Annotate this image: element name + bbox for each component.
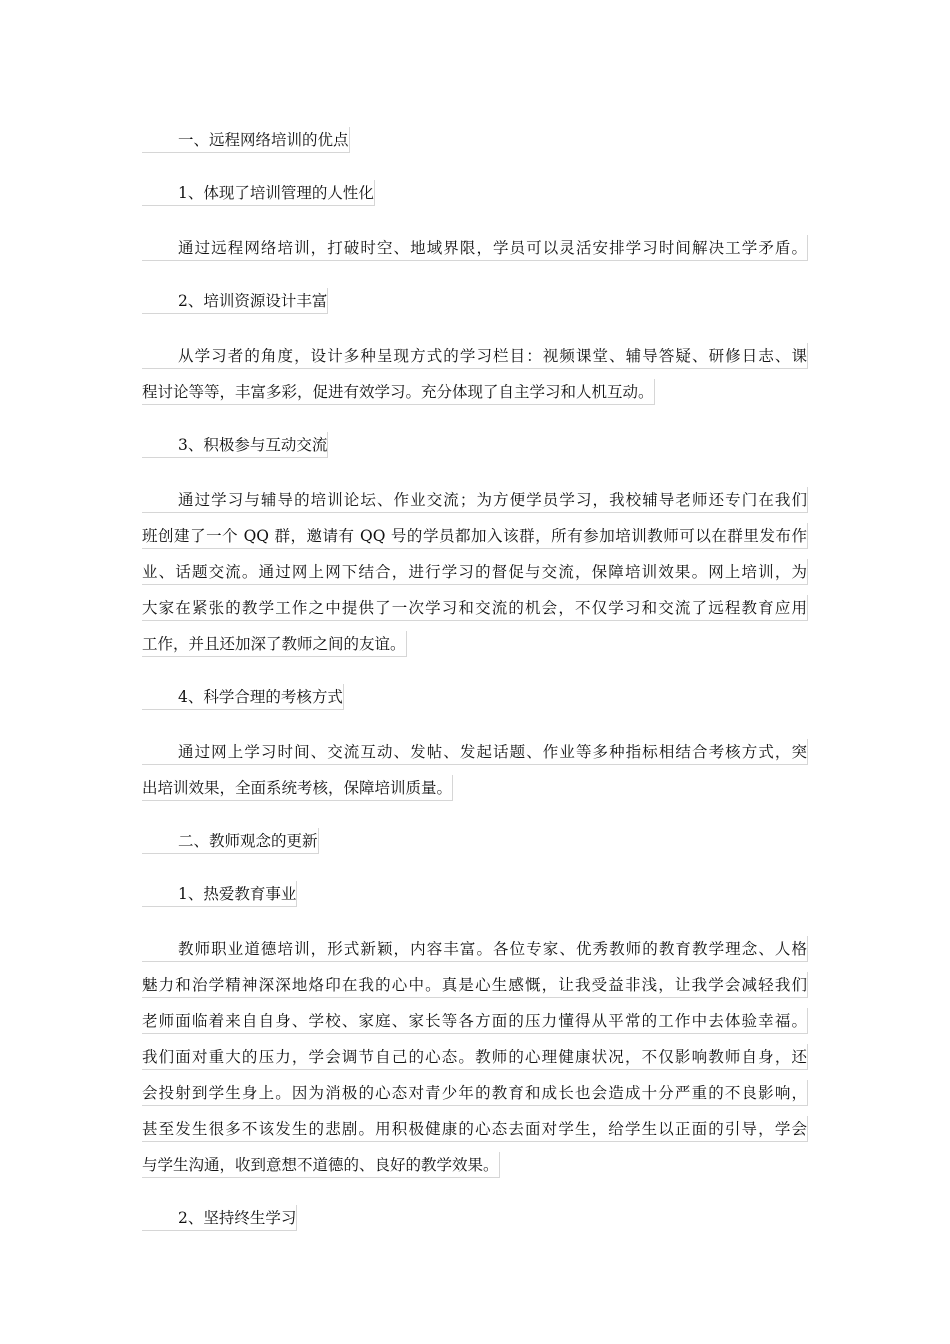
paragraph-line: 出培训效果，全面系统考核，保障培训质量。 — [142, 775, 453, 801]
subheading-1-3: 3、积极参与互动交流 — [142, 432, 328, 458]
paragraph-line: 魅力和治学精神深深地烙印在我的心中。真是心生感慨，让我受益非浅，让我学会减轻我们 — [142, 972, 808, 998]
paragraph-line: 程讨论等等，丰富多彩，促进有效学习。充分体现了自主学习和人机互动。 — [142, 379, 655, 405]
paragraph-line: 大家在紧张的教学工作之中提供了一次学习和交流的机会，不仅学习和交流了远程教育应用 — [142, 595, 808, 621]
subheading-1-4: 4、科学合理的考核方式 — [142, 684, 344, 710]
paragraph-line: 业、话题交流。通过网上网下结合，进行学习的督促与交流，保障培训效果。网上培训，为 — [142, 559, 808, 585]
paragraph-line: 我们面对重大的压力，学会调节自己的心态。教师的心理健康状况，不仅影响教师自身，还 — [142, 1044, 808, 1070]
paragraph-line: 通过网上学习时间、交流互动、发帖、发起话题、作业等多种指标相结合考核方式，突 — [142, 739, 808, 765]
paragraph-line: 通过学习与辅导的培训论坛、作业交流；为方便学员学习，我校辅导老师还专门在我们 — [142, 487, 808, 513]
subheading-1-1: 1、体现了培训管理的人性化 — [142, 180, 375, 206]
paragraph-line: 会投射到学生身上。因为消极的心态对青少年的教育和成长也会造成十分严重的不良影响， — [142, 1080, 808, 1106]
subheading-1-2: 2、培训资源设计丰富 — [142, 288, 328, 314]
paragraph-line: 工作，并且还加深了教师之间的友谊。 — [142, 631, 407, 657]
subheading-2-1: 1、热爱教育事业 — [142, 881, 297, 907]
heading-section-1: 一、远程网络培训的优点 — [142, 127, 350, 153]
paragraph-line: 教师职业道德培训，形式新颖，内容丰富。各位专家、优秀教师的教育教学理念、人格 — [142, 936, 808, 962]
paragraph-line: 通过远程网络培训，打破时空、地域界限，学员可以灵活安排学习时间解决工学矛盾。 — [142, 235, 808, 261]
paragraph-line: 甚至发生很多不该发生的悲剧。用积极健康的心态去面对学生，给学生以正面的引导，学会 — [142, 1116, 808, 1142]
paragraph-line: 与学生沟通，收到意想不道德的、良好的教学效果。 — [142, 1152, 500, 1178]
paragraph-line: 从学习者的角度，设计多种呈现方式的学习栏目：视频课堂、辅导答疑、研修日志、课 — [142, 343, 808, 369]
paragraph-line: 老师面临着来自自身、学校、家庭、家长等各方面的压力懂得从平常的工作中去体验幸福。 — [142, 1008, 808, 1034]
subheading-2-2: 2、坚持终生学习 — [142, 1205, 297, 1231]
paragraph-line: 班创建了一个 QQ 群，邀请有 QQ 号的学员都加入该群，所有参加培训教师可以在群里发布作 — [142, 523, 808, 549]
heading-section-2: 二、教师观念的更新 — [142, 828, 319, 854]
